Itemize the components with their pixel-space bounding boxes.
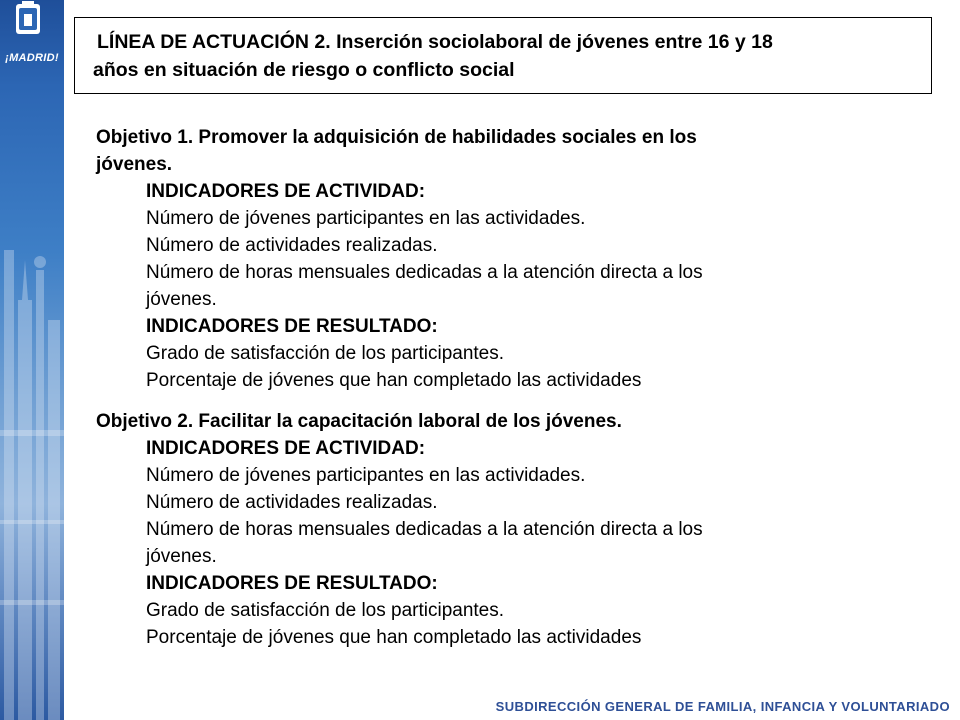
objectives-content (96, 124, 886, 651)
page-title (93, 28, 923, 84)
madrid-logo-text: ¡MADRID! (5, 52, 59, 64)
objective-2-activity-item: Número de jóvenes participantes en las actividades. (146, 465, 586, 486)
objective-2-result-header: INDICADORES DE RESULTADO: (146, 573, 438, 594)
objective-1-activity-item: Número de actividades realizadas. (146, 235, 438, 256)
objective-2-result-item: Grado de satisfacción de los participantes. (146, 600, 505, 621)
objective-2-title: Objetivo 2. Facilitar la capacitación laboral de los jóvenes. (96, 411, 622, 432)
objective-1-activity-item: Número de jóvenes participantes en las actividades. (146, 208, 586, 229)
objective-2-activity-item: Número de actividades realizadas. (146, 492, 438, 513)
objective-2-activity-item: Número de horas mensuales dedicadas a la atención directa a los (146, 519, 703, 540)
title-line-1: LÍNEA DE ACTUACIÓN 2. Inserción sociolaboral de jóvenes entre 16 y 18 (97, 31, 773, 53)
objective-2-activity-header: INDICADORES DE ACTIVIDAD: (146, 438, 426, 459)
objective-1-result-header: INDICADORES DE RESULTADO: (146, 316, 438, 337)
objective-1-title-line-2: jóvenes. (96, 154, 173, 175)
objective-2-result-item: Porcentaje de jóvenes que han completado las actividades (146, 627, 642, 648)
title-box (74, 17, 932, 94)
objective-1-result-item: Grado de satisfacción de los participantes. (146, 343, 505, 364)
objective-1-result-item: Porcentaje de jóvenes que han completado las actividades (146, 370, 642, 391)
madrid-crest-icon (0, 0, 56, 56)
title-line-2: años en situación de riesgo o conflicto social (93, 59, 515, 81)
objective-2-activity-item: jóvenes. (146, 546, 217, 567)
objective-1-activity-header: INDICADORES DE ACTIVIDAD: (146, 181, 426, 202)
objective-1-activity-item: jóvenes. (146, 289, 217, 310)
objective-1-title-line-1: Objetivo 1. Promover la adquisición de habilidades sociales en los (96, 127, 697, 148)
city-silhouette-decoration (0, 0, 64, 720)
footer-department: SUBDIRECCIÓN GENERAL DE FAMILIA, INFANCIA Y VOLUNTARIADO (495, 699, 950, 714)
sidebar-banner (0, 0, 64, 720)
objective-1-activity-item: Número de horas mensuales dedicadas a la atención directa a los (146, 262, 703, 283)
